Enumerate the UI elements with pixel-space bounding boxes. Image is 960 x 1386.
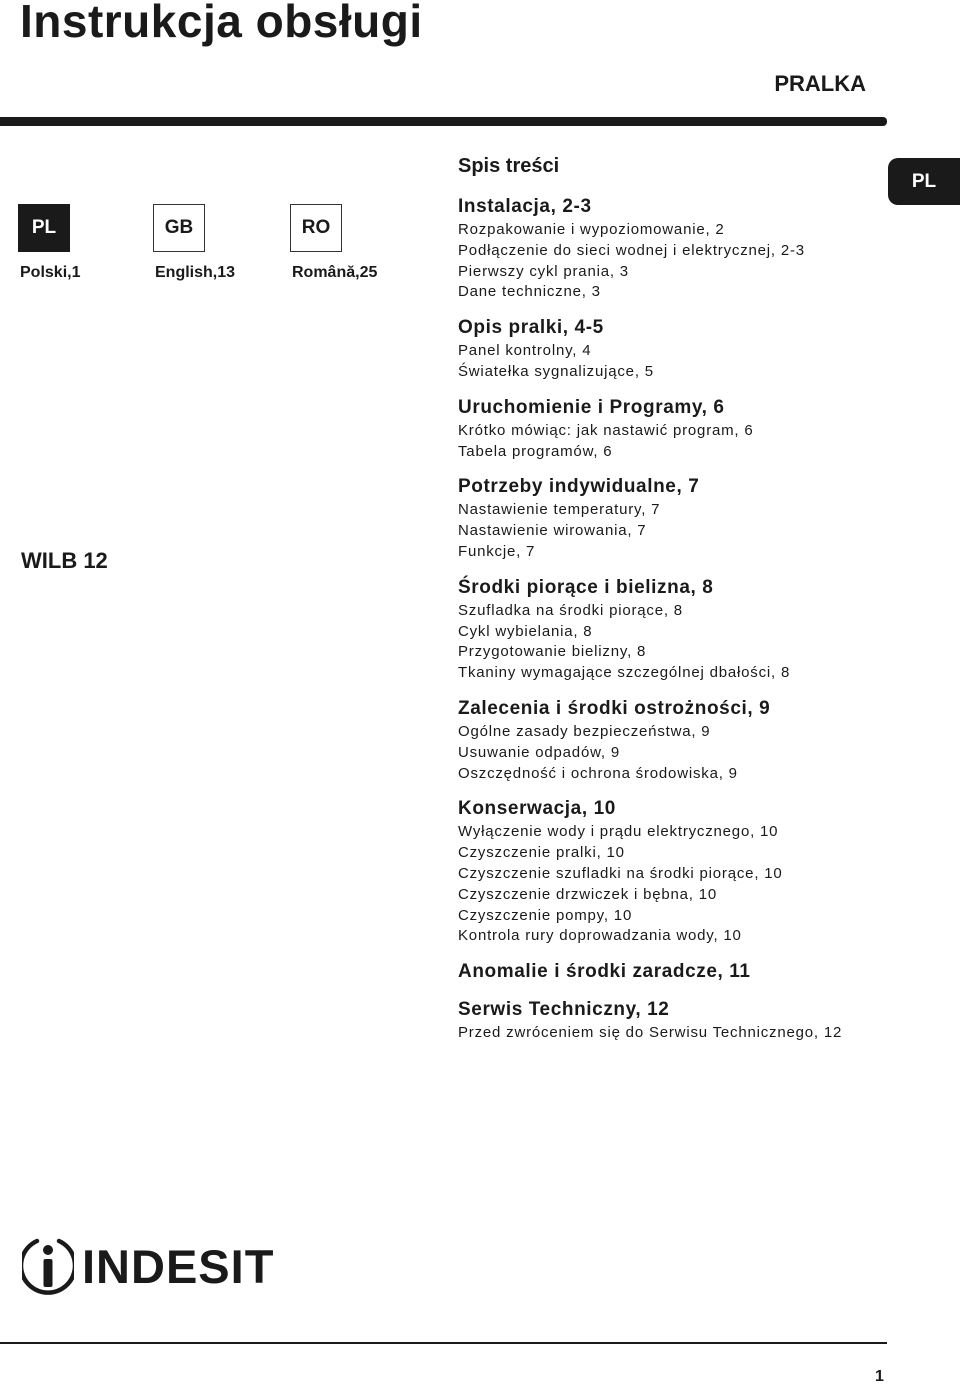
language-box-gb[interactable]: GB xyxy=(153,204,205,252)
toc-section-title[interactable]: Instalacja, 2-3 xyxy=(458,196,592,217)
toc-section xyxy=(458,997,898,1044)
toc-entry[interactable]: Wyłączenie wody i prądu elektrycznego, 10 xyxy=(458,823,779,841)
table-of-contents xyxy=(458,194,898,1056)
toc-entry[interactable]: Ogólne zasady bezpieczeństwa, 9 xyxy=(458,722,711,740)
toc-entry[interactable]: Tabela programów, 6 xyxy=(458,442,613,460)
toc-section-title[interactable]: Konserwacja, 10 xyxy=(458,798,616,820)
toc-entry[interactable]: Rozpakowanie i wypoziomowanie, 2 xyxy=(458,221,725,238)
language-box-pl[interactable]: PL xyxy=(18,204,70,252)
toc-heading: Spis treści xyxy=(458,155,560,177)
toc-entry[interactable]: Przygotowanie bielizny, 8 xyxy=(458,643,647,661)
language-side-tab: PL xyxy=(888,158,960,205)
footer-rule xyxy=(0,1342,887,1344)
toc-section-title[interactable]: Opis pralki, 4-5 xyxy=(458,317,604,339)
toc-section xyxy=(458,474,898,562)
toc-entry[interactable]: Krótko mówiąc: jak nastawić program, 6 xyxy=(458,421,754,439)
language-box-ro[interactable]: RO xyxy=(290,204,342,252)
toc-section xyxy=(458,315,898,383)
brand-logo xyxy=(22,1233,274,1299)
toc-entry[interactable]: Panel kontrolny, 4 xyxy=(458,342,592,360)
toc-entry[interactable]: Tkaniny wymagające szczególnej dbałości, 8 xyxy=(458,664,791,682)
toc-section xyxy=(458,796,898,947)
model-name: WILB 12 xyxy=(21,548,108,573)
toc-section-title[interactable]: Uruchomienie i Programy, 6 xyxy=(458,396,725,418)
brand-name: INDESIT xyxy=(82,1239,275,1293)
toc-entry[interactable]: Oszczędność i ochrona środowiska, 9 xyxy=(458,764,738,782)
toc-entry[interactable]: Funkcje, 7 xyxy=(458,542,536,560)
toc-entry[interactable]: Czyszczenie szufladki na środki piorące, 10 xyxy=(458,864,783,882)
toc-section xyxy=(458,959,898,985)
toc-entry[interactable]: Czyszczenie pralki, 10 xyxy=(458,844,625,862)
toc-section xyxy=(458,575,898,684)
toc-entry[interactable]: Przed zwróceniem się do Serwisu Technicznego, 12 xyxy=(458,1024,843,1042)
toc-entry[interactable]: Pierwszy cykl prania, 3 xyxy=(458,262,629,280)
toc-section-title[interactable]: Zalecenia i środki ostrożności, 9 xyxy=(458,697,771,719)
toc-section-title[interactable]: Serwis Techniczny, 12 xyxy=(458,999,670,1021)
toc-entry[interactable]: Szufladka na środki piorące, 8 xyxy=(458,601,683,619)
toc-entry[interactable]: Dane techniczne, 3 xyxy=(458,283,601,301)
language-caption-gb: English,13 xyxy=(155,264,236,281)
language-caption-ro: Română,25 xyxy=(292,264,378,281)
toc-entry[interactable]: Nastawienie temperatury, 7 xyxy=(458,501,661,519)
toc-section xyxy=(458,696,898,784)
toc-entry[interactable]: Cykl wybielania, 8 xyxy=(458,622,593,640)
indesit-logo-icon xyxy=(22,1233,74,1299)
page-number: 1 xyxy=(875,1368,884,1385)
header-rule xyxy=(0,117,887,126)
language-caption-pl: Polski,1 xyxy=(20,264,81,281)
toc-section-title[interactable]: Potrzeby indywidualne, 7 xyxy=(458,476,700,498)
document-title: Instrukcja obsługi xyxy=(20,0,423,47)
toc-section xyxy=(458,194,898,303)
toc-entry[interactable]: Czyszczenie drzwiczek i bębna, 10 xyxy=(458,885,718,903)
toc-section-title[interactable]: Środki piorące i bielizna, 8 xyxy=(458,576,714,598)
toc-entry[interactable]: Nastawienie wirowania, 7 xyxy=(458,522,647,540)
toc-entry[interactable]: Usuwanie odpadów, 9 xyxy=(458,743,620,761)
toc-entry[interactable]: Czyszczenie pompy, 10 xyxy=(458,906,633,924)
product-category: PRALKA xyxy=(774,71,866,96)
toc-section xyxy=(458,395,898,463)
toc-entry[interactable]: Kontrola rury doprowadzania wody, 10 xyxy=(458,927,742,945)
toc-section-title[interactable]: Anomalie i środki zaradcze, 11 xyxy=(458,961,751,983)
toc-entry[interactable]: Światełka sygnalizujące, 5 xyxy=(458,362,654,380)
toc-entry[interactable]: Podłączenie do sieci wodnej i elektrycznej, 2-3 xyxy=(458,241,805,259)
